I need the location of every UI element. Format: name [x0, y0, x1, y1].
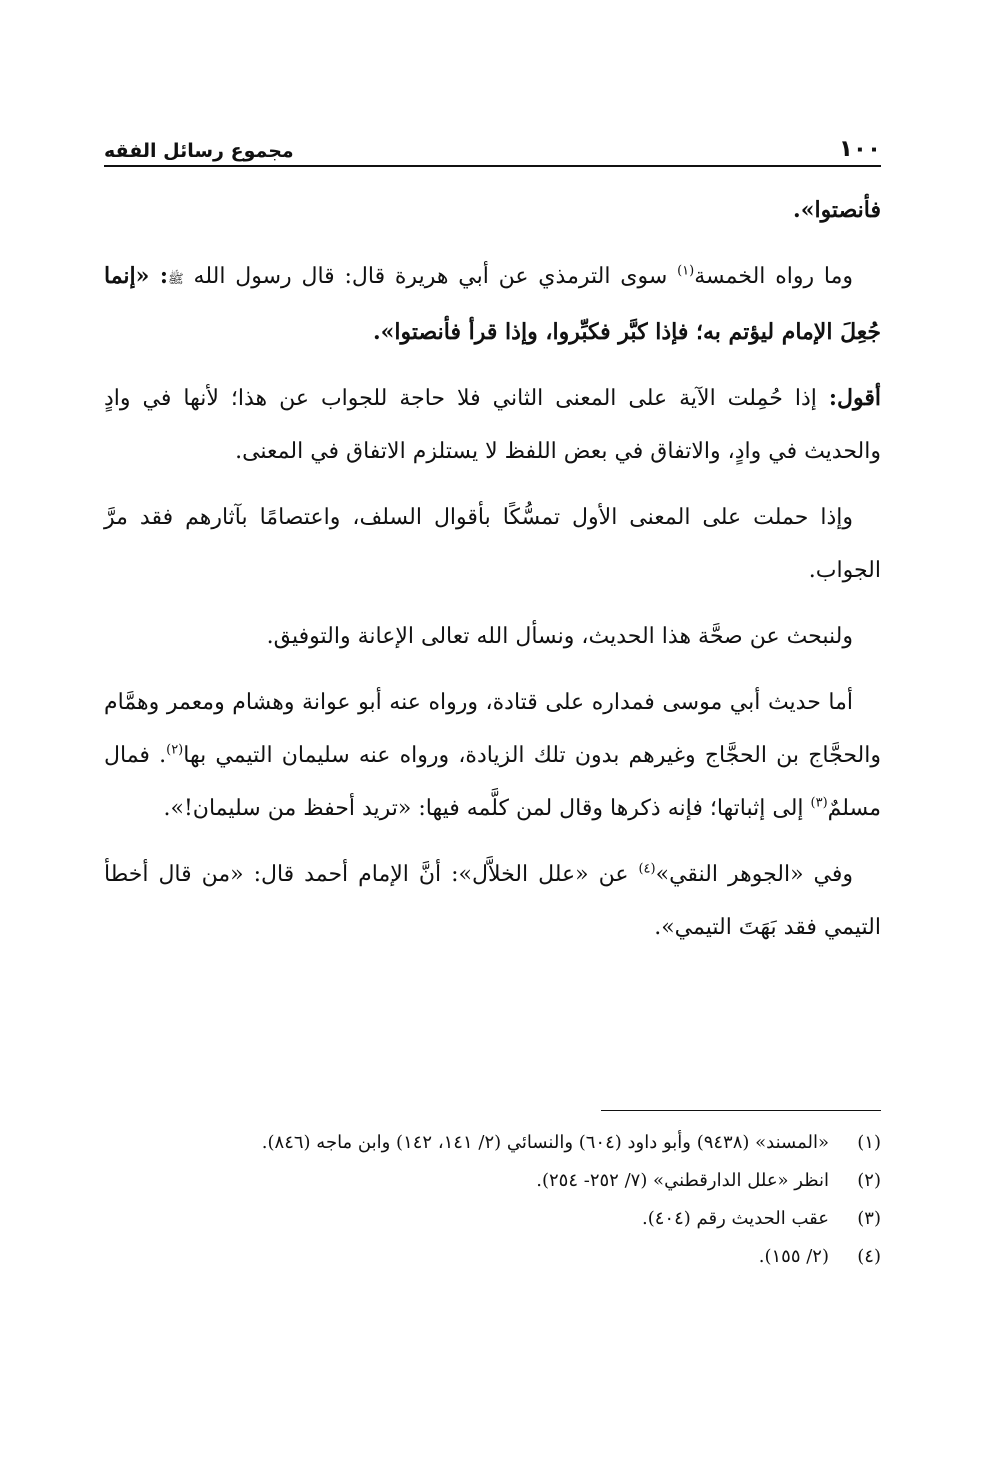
footnote-ref-4[interactable]: (٤) — [638, 861, 656, 877]
footnote-divider — [601, 1110, 881, 1111]
running-header — [104, 128, 881, 162]
footnote-3-text: عقب الحديث رقم (٤٠٤). — [642, 1208, 829, 1229]
footnote-4-text: (٢/ ١٥٥). — [758, 1246, 829, 1267]
footnote-3-number: (٣) — [857, 1208, 881, 1229]
paragraph-3-lead: أقول: — [828, 385, 881, 411]
paragraph-7 — [104, 848, 881, 954]
main-text — [104, 184, 881, 967]
footnote-1 — [104, 1124, 881, 1162]
paragraph-6-text-a: أما حديث أبي موسى فمداره على قتادة، ورواه عنه أبو عوانة وهشام ومعمر وهمَّام والحجَّاج بن الحجَّاج وغيرهم بدون تلك الزيادة، ورواه عنه سليمان التيمي بها — [104, 690, 881, 768]
paragraph-4 — [104, 491, 881, 597]
footnote-4 — [104, 1238, 881, 1276]
paragraph-6 — [104, 676, 881, 835]
footnote-3 — [104, 1200, 881, 1238]
paragraph-3-text: إذا حُمِلت الآية على المعنى الثاني فلا حاجة للجواب عن هذا؛ لأنها في وادٍ والحديث في وادٍ، والاتفاق في بعض اللفظ لا يستلزم الاتفاق في المعنى. — [104, 386, 881, 464]
honorific-glyph: ﷺ — [168, 272, 184, 287]
book-page — [104, 0, 881, 1459]
footnote-1-text: «المسند» (٩٤٣٨) وأبو داود (٦٠٤) والنسائي (٢/ ١٤١، ١٤٢) وابن ماجه (٨٤٦). — [261, 1132, 829, 1153]
paragraph-1 — [104, 184, 881, 237]
paragraph-2 — [104, 250, 881, 359]
footnote-4-number: (٤) — [857, 1246, 881, 1267]
paragraph-1-text: فأنصتوا». — [793, 197, 881, 223]
footnote-2-number: (٢) — [857, 1170, 881, 1191]
page-number: ١٠٠ — [838, 136, 881, 162]
paragraph-2-hadith: : «إنما جُعِلَ الإمام ليؤتم به؛ فإذا كبَّر فكبِّروا، وإذا قرأ فأنصتوا». — [104, 263, 881, 345]
paragraph-6-text-b: . فمال مسلمٌ — [104, 743, 881, 821]
paragraph-6-text-c: إلى إثباتها؛ فإنه ذكرها وقال لمن كلَّمه فيها: «تريد أحفظ من سليمان!». — [163, 796, 811, 821]
paragraph-4-text: وإذا حملت على المعنى الأول تمسُّكًا بأقوال السلف، واعتصامًا بآثارهم فقد مرَّ الجواب. — [104, 505, 881, 583]
footnote-1-number: (١) — [857, 1132, 881, 1153]
paragraph-7-text-b: عن «علل الخلاَّل»: أنَّ الإمام أحمد قال: «من قال أخطأ التيمي فقد بَهَتَ التيمي». — [104, 862, 881, 940]
book-title: مجموع رسائل الفقه — [104, 140, 294, 162]
footnote-2 — [104, 1162, 881, 1200]
paragraph-7-text-a: وفي «الجوهر النقي» — [655, 862, 854, 887]
footnote-2-text: انظر «علل الدارقطني» (٧/ ٢٥٢- ٢٥٤). — [536, 1170, 829, 1191]
paragraph-3 — [104, 372, 881, 478]
header-divider — [104, 165, 881, 167]
paragraph-5 — [104, 610, 881, 663]
paragraph-2-text-a: وما رواه الخمسة — [694, 264, 854, 289]
footnote-ref-3[interactable]: (٣) — [810, 795, 828, 811]
paragraph-2-text-b: سوى الترمذي عن أبي هريرة قال: قال رسول الله — [193, 264, 678, 289]
paragraph-5-text: ولنبحث عن صحَّة هذا الحديث، ونسأل الله تعالى الإعانة والتوفيق. — [266, 624, 853, 649]
footnote-ref-1[interactable]: (١) — [677, 263, 695, 279]
footnotes — [104, 1124, 881, 1276]
footnote-ref-2[interactable]: (٢) — [166, 742, 184, 758]
